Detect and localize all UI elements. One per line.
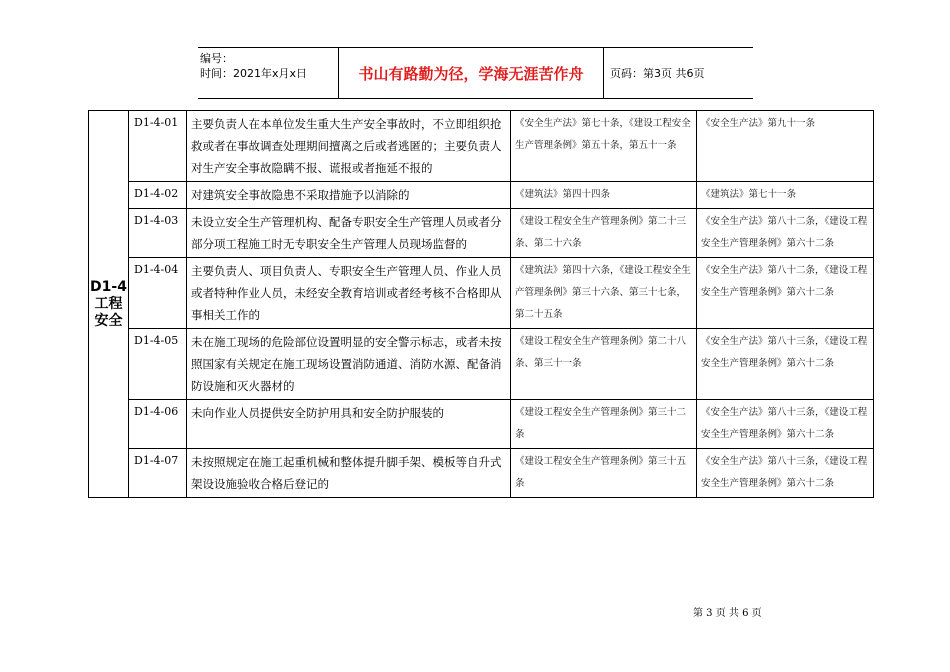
row-code: D1-4-02 xyxy=(129,182,187,209)
header-page-label: 页码：第3页 共6页 xyxy=(610,67,705,80)
row-penalty: 《安全生产法》第八十二条，《建设工程安全生产管理条例》第六十二条 xyxy=(697,258,874,329)
row-penalty: 《安全生产法》第八十三条，《建设工程安全生产管理条例》第六十二条 xyxy=(697,449,874,498)
page-header xyxy=(198,47,753,99)
row-description: 未设立安全生产管理机构、配备专职安全生产管理人员或者分部分项工程施工时无专职安全生产管理人员现场监督的 xyxy=(187,209,511,258)
row-basis: 《安全生产法》第七十条，《建设工程安全生产管理条例》第五十条，第五十一条 xyxy=(511,111,697,182)
section-code: D1-4 xyxy=(90,278,127,295)
header-motto: 书山有路勤为径，学海无涯苦作舟 xyxy=(339,48,604,98)
row-description: 未按照规定在施工起重机械和整体提升脚手架、模板等自升式架设设施验收合格后登记的 xyxy=(187,449,511,498)
regulation-table xyxy=(88,110,874,498)
table-row xyxy=(89,209,874,258)
row-description: 对建筑安全事故隐患不采取措施予以消除的 xyxy=(187,182,511,209)
table-row xyxy=(89,449,874,498)
row-basis: 《建设工程安全生产管理条例》第三十五条 xyxy=(511,449,697,498)
date-label: 时间：2021年x月x日 xyxy=(200,67,308,80)
row-description: 主要负责人、项目负责人、专职安全生产管理人员、作业人员或者特种作业人员，未经安全教育培训或者经考核不合格即从事相关工作的 xyxy=(187,258,511,329)
row-penalty: 《安全生产法》第八十三条，《建设工程安全生产管理条例》第六十二条 xyxy=(697,400,874,449)
table-row xyxy=(89,329,874,400)
section-title: 工程安全 xyxy=(94,295,123,329)
table-row xyxy=(89,111,874,182)
page-footer: 第 3 页 共 6 页 xyxy=(693,608,762,619)
row-penalty: 《安全生产法》第八十三条，《建设工程安全生产管理条例》第六十二条 xyxy=(697,329,874,400)
row-basis: 《建设工程安全生产管理条例》第二十八条、第三十一条 xyxy=(511,329,697,400)
row-basis: 《建筑法》第四十六条，《建设工程安全生产管理条例》第三十六条、第三十七条，第二十五条 xyxy=(511,258,697,329)
number-label: 编号： xyxy=(200,52,233,65)
row-code: D1-4-05 xyxy=(129,329,187,400)
row-code: D1-4-04 xyxy=(129,258,187,329)
row-basis: 《建设工程安全生产管理条例》第三十二条 xyxy=(511,400,697,449)
row-description: 主要负责人在本单位发生重大生产安全事故时，不立即组织抢救或者在事故调查处理期间擅离之后或者逃匿的；主要负责人对生产安全事故隐瞒不报、谎报或者拖延不报的 xyxy=(187,111,511,182)
row-basis: 《建设工程安全生产管理条例》第二十三条、第二十六条 xyxy=(511,209,697,258)
table-row xyxy=(89,258,874,329)
header-meta xyxy=(198,48,339,98)
row-code: D1-4-07 xyxy=(129,449,187,498)
row-description: 未向作业人员提供安全防护用具和安全防护服装的 xyxy=(187,400,511,449)
row-description: 未在施工现场的危险部位设置明显的安全警示标志，或者未按照国家有关规定在施工现场设置消防通道、消防水源、配备消防设施和灭火器材的 xyxy=(187,329,511,400)
table-row xyxy=(89,182,874,209)
row-penalty: 《安全生产法》第九十一条 xyxy=(697,111,874,182)
section-cell xyxy=(89,111,129,498)
row-code: D1-4-03 xyxy=(129,209,187,258)
row-penalty: 《建筑法》第七十一条 xyxy=(697,182,874,209)
row-code: D1-4-06 xyxy=(129,400,187,449)
row-basis: 《建筑法》第四十四条 xyxy=(511,182,697,209)
row-penalty: 《安全生产法》第八十二条，《建设工程安全生产管理条例》第六十二条 xyxy=(697,209,874,258)
row-code: D1-4-01 xyxy=(129,111,187,182)
table-row xyxy=(89,400,874,449)
